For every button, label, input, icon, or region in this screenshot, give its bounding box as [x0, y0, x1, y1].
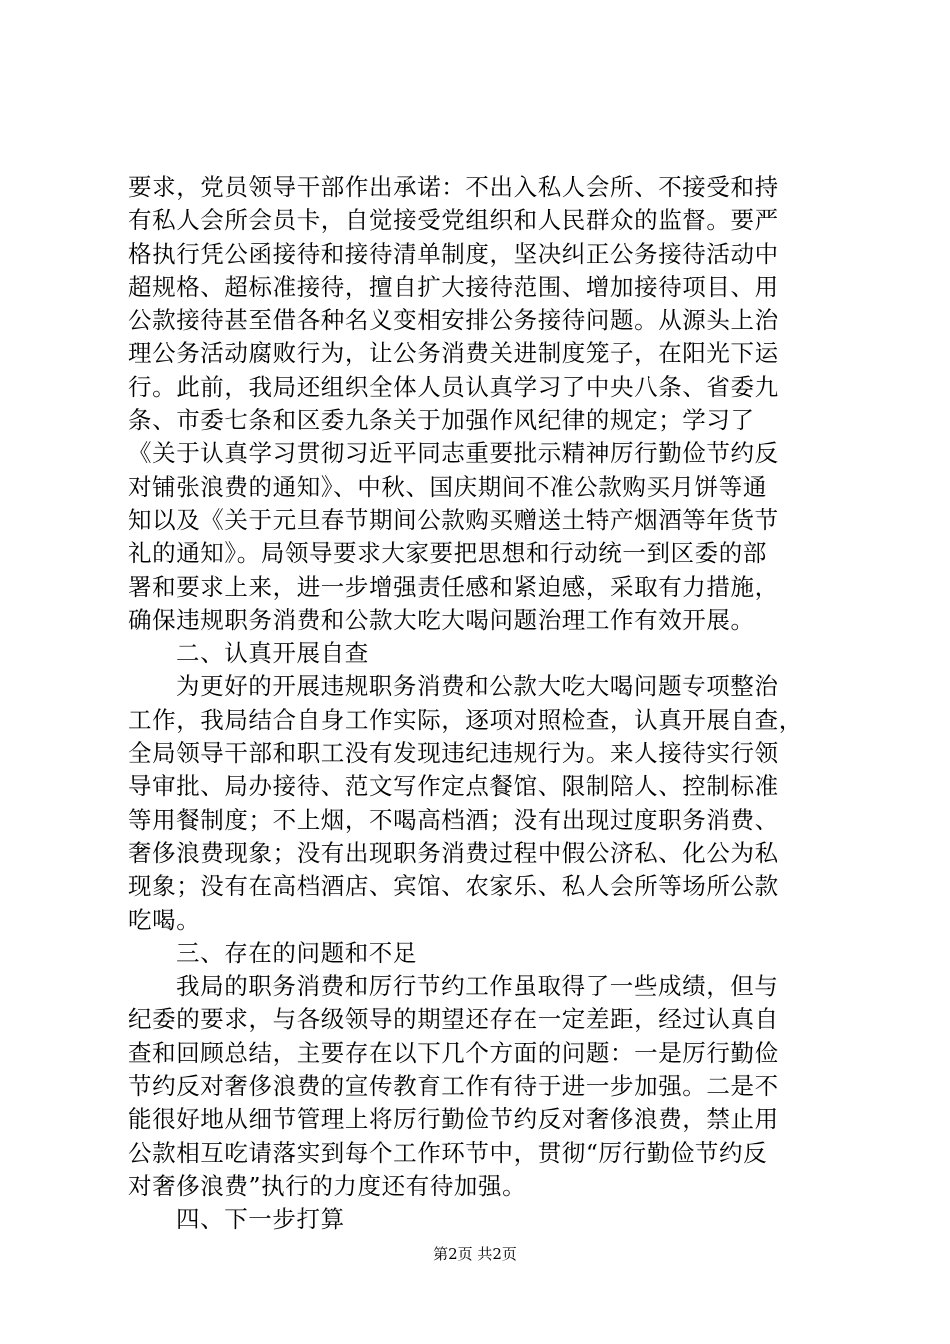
- text-line: 《关于认真学习贯彻习近平同志重要批示精神厉行勤俭节约反: [128, 439, 779, 468]
- text-line: 我局的职务消费和厉行节约工作虽取得了一些成绩，但与: [176, 972, 779, 1001]
- text-line: 要求，党员领导干部作出承诺：不出入私人会所、不接受和持: [128, 173, 779, 201]
- text-line: 署和要求上来，进一步增强责任感和紧迫感，采取有力措施，: [128, 572, 779, 601]
- text-line: 确保违规职务消费和公款大吃大喝问题治理工作有效开展。: [128, 605, 755, 634]
- text-line: 格执行凭公函接待和接待清单制度，坚决纠正公务接待活动中: [128, 239, 779, 268]
- page-number: 第2页 共2页: [433, 1245, 517, 1263]
- document-body: [128, 171, 838, 1237]
- text-line: 等用餐制度；不上烟，不喝高档酒；没有出现过度职务消费、: [128, 805, 779, 834]
- text-line: 查和回顾总结，主要存在以下几个方面的问题：一是厉行勤俭: [128, 1038, 779, 1067]
- text-line: 节约反对奢侈浪费的宣传教育工作有待于进一步加强。二是不: [128, 1072, 779, 1101]
- section-heading: 三、存在的问题和不足: [176, 938, 417, 967]
- section-heading: 二、认真开展自查: [176, 639, 369, 668]
- text-line: 公款相互吃请落实到每个工作环节中，贯彻“厉行勤俭节约反: [128, 1138, 768, 1167]
- text-line: 纪委的要求，与各级领导的期望还存在一定差距，经过认真自: [128, 1005, 779, 1034]
- section-heading: 四、下一步打算: [176, 1205, 345, 1234]
- text-line: 奢侈浪费现象；没有出现职务消费过程中假公济私、化公为私: [128, 838, 779, 867]
- text-line: 能很好地从细节管理上将厉行勤俭节约反对奢侈浪费，禁止用: [128, 1105, 779, 1134]
- text-line: 对铺张浪费的通知》、中秋、国庆期间不准公款购买月饼等通: [128, 472, 767, 501]
- text-line: 条、市委七条和区委九条关于加强作风纪律的规定；学习了: [128, 406, 755, 435]
- text-line: 超规格、超标准接待，擅自扩大接待范围、增加接待项目、用: [128, 272, 779, 301]
- text-line: 有私人会所会员卡，自觉接受党组织和人民群众的监督。要严: [128, 206, 779, 235]
- text-line: 导审批、局办接待、范文写作定点餐馆、限制陪人、控制标准: [128, 772, 779, 801]
- text-line: 知以及《关于元旦春节期间公款购买赠送土特产烟酒等年货节: [128, 505, 779, 534]
- text-line: 礼的通知》。局领导要求大家要把思想和行动统一到区委的部: [128, 539, 767, 568]
- text-line: 吃喝。: [128, 905, 201, 934]
- text-line: 行。此前，我局还组织全体人员认真学习了中央八条、省委九: [128, 372, 779, 401]
- text-line: 现象；没有在高档酒店、宾馆、农家乐、私人会所等场所公款: [128, 872, 779, 901]
- text-line: 理公务活动腐败行为，让公务消费关进制度笼子，在阳光下运: [128, 339, 779, 368]
- text-line: 对奢侈浪费”执行的力度还有待加强。: [128, 1171, 527, 1200]
- text-line: 全局领导干部和职工没有发现违纪违规行为。来人接待实行领: [128, 739, 779, 768]
- text-line: 工作，我局结合自身工作实际，逐项对照检查，认真开展自查，: [128, 705, 803, 734]
- text-line: 为更好的开展违规职务消费和公款大吃大喝问题专项整治: [176, 672, 779, 701]
- text-line: 公款接待甚至借各种名义变相安排公务接待问题。从源头上治: [128, 306, 779, 335]
